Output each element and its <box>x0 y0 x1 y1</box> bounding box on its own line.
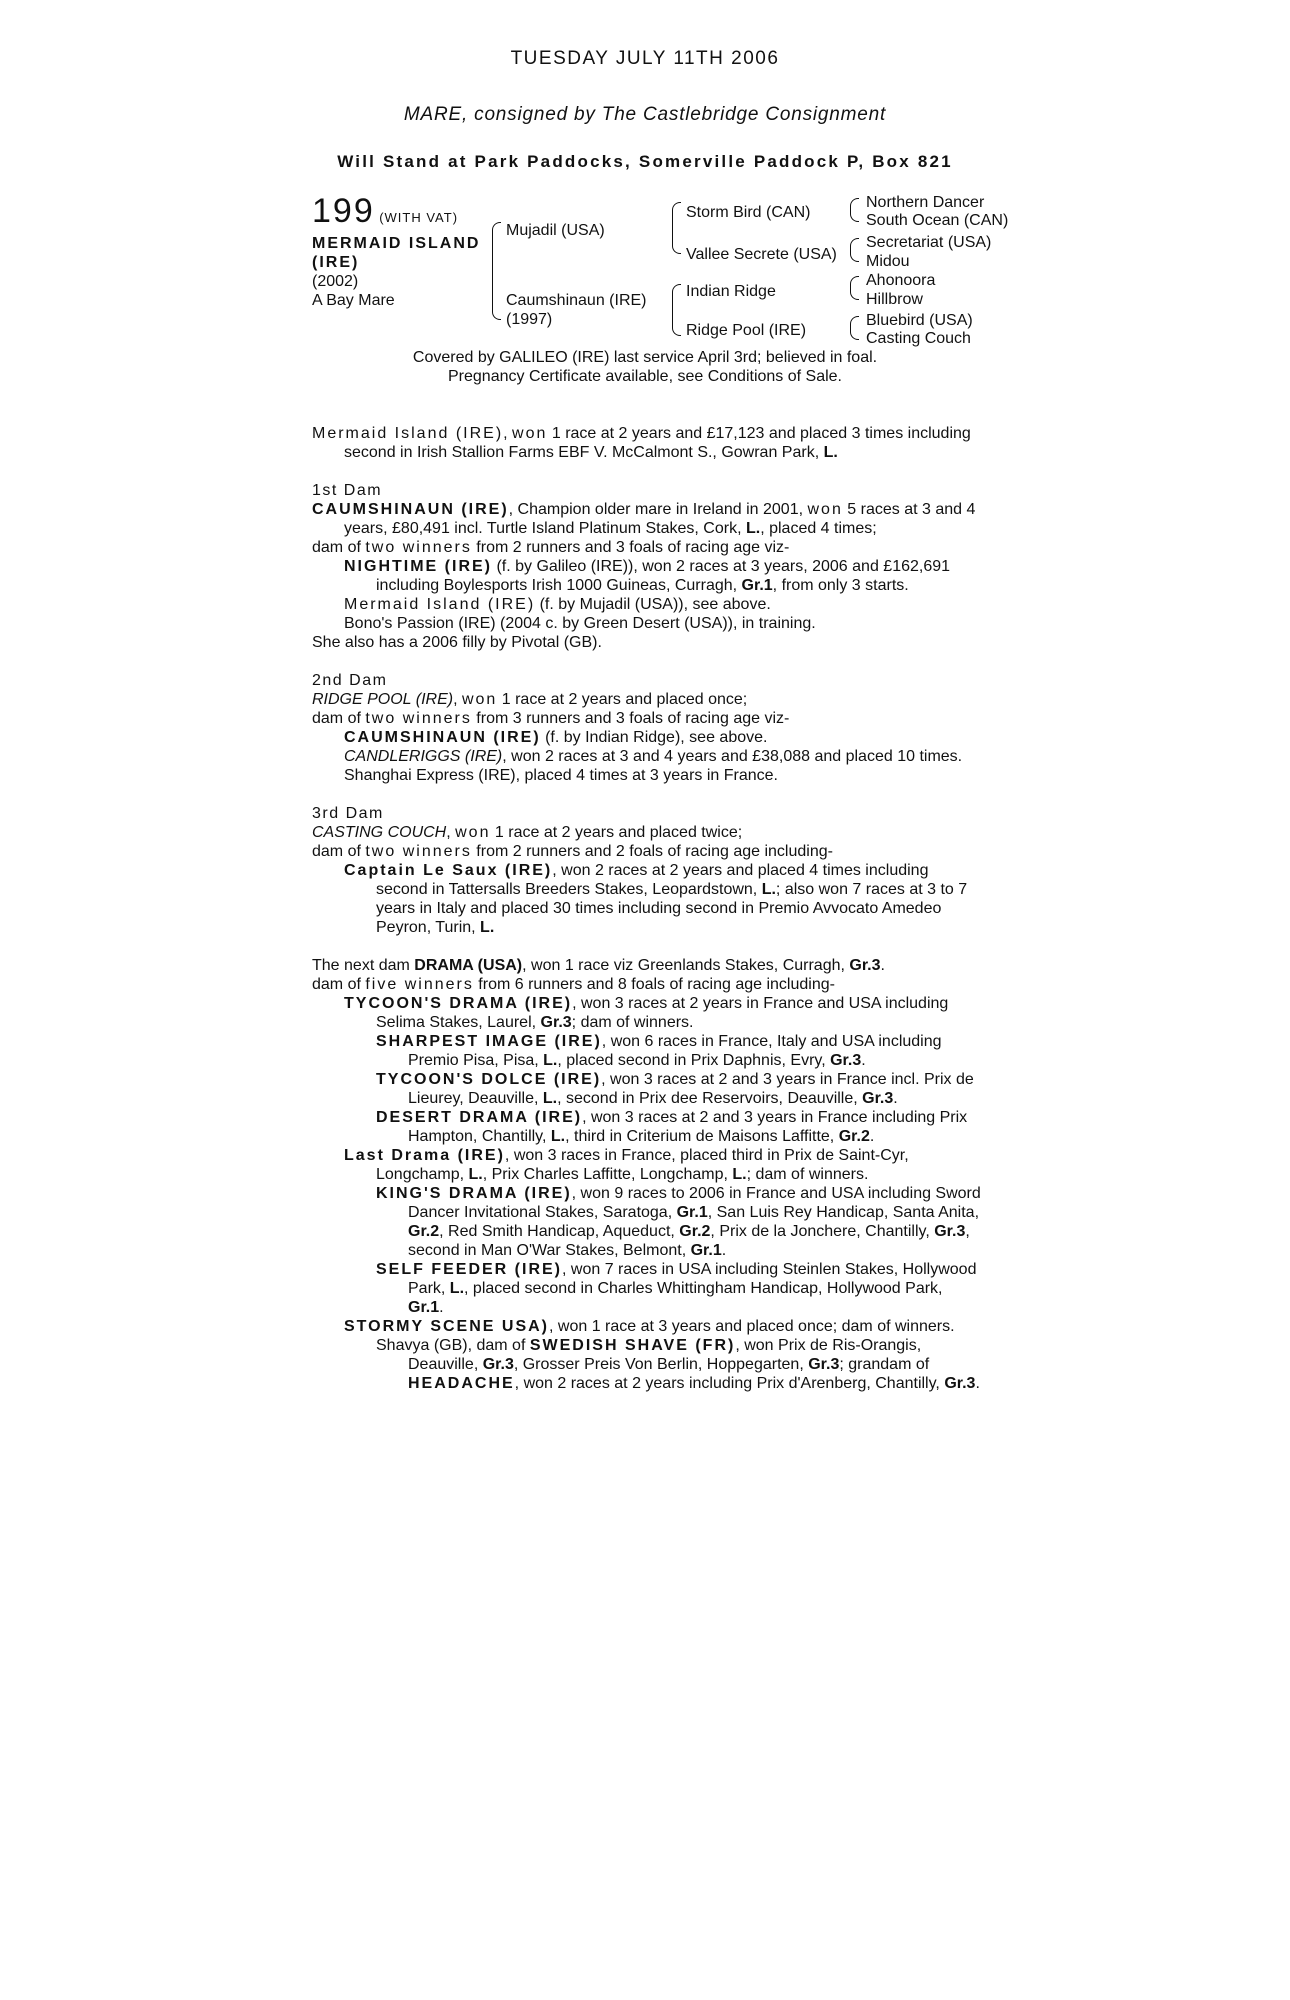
pedigree-sire-sire: Storm Bird (CAN) <box>686 204 811 221</box>
third-dam-heading: 3rd Dam <box>312 805 384 822</box>
horse-origin: (IRE) <box>312 254 360 271</box>
pedigree-brace <box>672 284 681 336</box>
horse-description: A Bay Mare <box>312 292 395 309</box>
horse-name: MERMAID ISLAND <box>312 235 481 252</box>
pedigree-gg7: Bluebird (USA) <box>866 312 973 329</box>
produce-record <box>312 424 982 1393</box>
third-dam-paragraph: CASTING COUCH, won 1 race at 2 years and placed twice; <box>312 824 743 841</box>
desert-drama-entry: DESERT DRAMA (IRE), won 3 races at 2 and 3 years in France including Prix Hampton, Chantilly, L., third in Criterium de Maisons Laffitte, Gr.2. <box>376 1109 968 1145</box>
stormy-scene-entry: STORMY SCENE USA), won 1 race at 3 years and placed once; dam of winners. <box>344 1318 955 1335</box>
last-drama-entry: Last Drama (IRE), won 3 races in France, placed third in Prix de Saint-Cyr, Longchamp, L., Prix Charles Laffitte, Longchamp, L.; dam of winners. <box>344 1147 909 1183</box>
pedigree-brace <box>850 276 859 300</box>
pedigree-sire-dam: Vallee Secrete (USA) <box>686 246 837 263</box>
pedigree-gg8: Casting Couch <box>866 330 971 347</box>
pedigree-gg5: Ahonoora <box>866 272 936 289</box>
intro-paragraph: Mermaid Island (IRE), won 1 race at 2 years and £17,123 and placed 3 times including second in Irish Stallion Farms EBF V. McCalmont S., Gowran Park, L. <box>312 425 971 461</box>
next-dam-produce: dam of five winners from 6 runners and 8 foals of racing age including- <box>312 976 835 993</box>
first-dam-produce: dam of two winners from 2 runners and 3 foals of racing age viz- <box>312 539 790 556</box>
bono-entry: Bono's Passion (IRE) (2004 c. by Green Desert (USA)), in training. <box>344 615 816 632</box>
pregnancy-line: Pregnancy Certificate available, see Conditions of Sale. <box>448 368 842 385</box>
lot-number: 199 <box>312 192 375 230</box>
tycoon-drama-entry: TYCOON'S DRAMA (IRE), won 3 races at 2 years in France and USA including Selima Stakes, Laurel, Gr.3; dam of winners. <box>344 995 949 1031</box>
pedigree-brace <box>672 202 681 254</box>
pedigree-dam: Caumshinaun (IRE) <box>506 292 647 309</box>
pedigree-sire: Mujadil (USA) <box>506 222 605 239</box>
kings-drama-entry: KING'S DRAMA (IRE), won 9 races to 2006 in France and USA including Sword Dancer Invitational Stakes, Saratoga, Gr.1, San Luis Rey Handicap, Santa Anita, Gr.2, Red Smith Handicap, Aqueduct, Gr.2, Prix de la Jonchere, Chantilly, Gr.3, second in Man O'War Stakes, Belmont, Gr.1. <box>376 1185 981 1259</box>
pedigree-brace <box>850 198 859 222</box>
stand-location: Will Stand at Park Paddocks, Somerville Paddock P, Box 821 <box>337 152 953 171</box>
next-dam-paragraph: The next dam DRAMA (USA), won 1 race viz Greenlands Stakes, Curragh, Gr.3. <box>312 957 885 974</box>
nightime-entry: NIGHTIME (IRE) (f. by Galileo (IRE)), won 2 races at 3 years, 2006 and £162,691 including Boylesports Irish 1000 Guineas, Curragh, Gr.1, from only 3 starts. <box>344 558 951 594</box>
pedigree-gg3: Secretariat (USA) <box>866 234 992 251</box>
mermaid-entry: Mermaid Island (IRE) (f. by Mujadil (USA)), see above. <box>344 596 771 613</box>
pedigree-brace <box>850 238 859 262</box>
first-dam-paragraph: CAUMSHINAUN (IRE), Champion older mare in Ireland in 2001, won 5 races at 3 and 4 years, £80,491 incl. Turtle Island Platinum Stakes, Cork, L., placed 4 times; <box>312 501 976 537</box>
sharpest-image-entry: SHARPEST IMAGE (IRE), won 6 races in France, Italy and USA including Premio Pisa, Pisa, L., placed second in Prix Daphnis, Evry, Gr.3. <box>376 1033 942 1069</box>
pedigree-gg2: South Ocean (CAN) <box>866 212 1009 229</box>
filly-entry: She also has a 2006 filly by Pivotal (GB). <box>312 634 602 651</box>
shavya-entry: Shavya (GB), dam of SWEDISH SHAVE (FR), won Prix de Ris-Orangis, Deauville, Gr.3, Grosser Preis Von Berlin, Hoppegarten, Gr.3; grandam of HEADACHE, won 2 races at 2 years including Prix d'Arenberg, Chantilly, Gr.3. <box>376 1337 980 1392</box>
horse-year: (2002) <box>312 273 359 290</box>
sale-date: TUESDAY JULY 11TH 2006 <box>510 48 780 69</box>
consignment-line: MARE, consigned by The Castlebridge Consignment <box>403 104 887 125</box>
second-dam-paragraph: RIDGE POOL (IRE), won 1 race at 2 years and placed once; <box>312 691 748 708</box>
tycoons-dolce-entry: TYCOON'S DOLCE (IRE), won 3 races at 2 and 3 years in France incl. Prix de Lieurey, Deauville, L., second in Prix dee Reservoirs, Deauville, Gr.3. <box>376 1071 974 1107</box>
caumshinaun-entry: CAUMSHINAUN (IRE) (f. by Indian Ridge), see above. <box>344 729 768 746</box>
second-dam-produce: dam of two winners from 3 runners and 3 foals of racing age viz- <box>312 710 790 727</box>
pedigree-dam-dam: Ridge Pool (IRE) <box>686 322 807 339</box>
first-dam-heading: 1st Dam <box>312 482 383 499</box>
pedigree-gg1: Northern Dancer <box>866 194 985 211</box>
pedigree-gg4: Midou <box>866 253 910 270</box>
pedigree-brace <box>492 222 501 320</box>
pedigree-dam-sire: Indian Ridge <box>686 283 776 300</box>
self-feeder-entry: SELF FEEDER (IRE), won 7 races in USA including Steinlen Stakes, Hollywood Park, L., placed second in Charles Whittingham Handicap, Hollywood Park, Gr.1. <box>376 1261 977 1316</box>
second-dam-heading: 2nd Dam <box>312 672 388 689</box>
covered-line: Covered by GALILEO (IRE) last service April 3rd; believed in foal. <box>412 349 878 366</box>
pedigree-brace <box>850 316 859 340</box>
candleriggs-entry: CANDLERIGGS (IRE), won 2 races at 3 and 4 years and £38,088 and placed 10 times. <box>344 748 963 765</box>
shanghai-entry: Shanghai Express (IRE), placed 4 times at 3 years in France. <box>344 767 778 784</box>
captain-entry: Captain Le Saux (IRE), won 2 races at 2 years and placed 4 times including second in Tattersalls Breeders Stakes, Leopardstown, L.; also won 7 races at 3 to 7 years in Italy and placed 30 times including second in Premio Avvocato Amedeo Peyron, Turin, L. <box>344 862 968 936</box>
lot-vat: (WITH VAT) <box>379 210 459 225</box>
third-dam-produce: dam of two winners from 2 runners and 2 foals of racing age including- <box>312 843 833 860</box>
pedigree-dam-year: (1997) <box>506 311 553 328</box>
lot-number-line <box>312 192 458 231</box>
pedigree-gg6: Hillbrow <box>866 291 923 308</box>
